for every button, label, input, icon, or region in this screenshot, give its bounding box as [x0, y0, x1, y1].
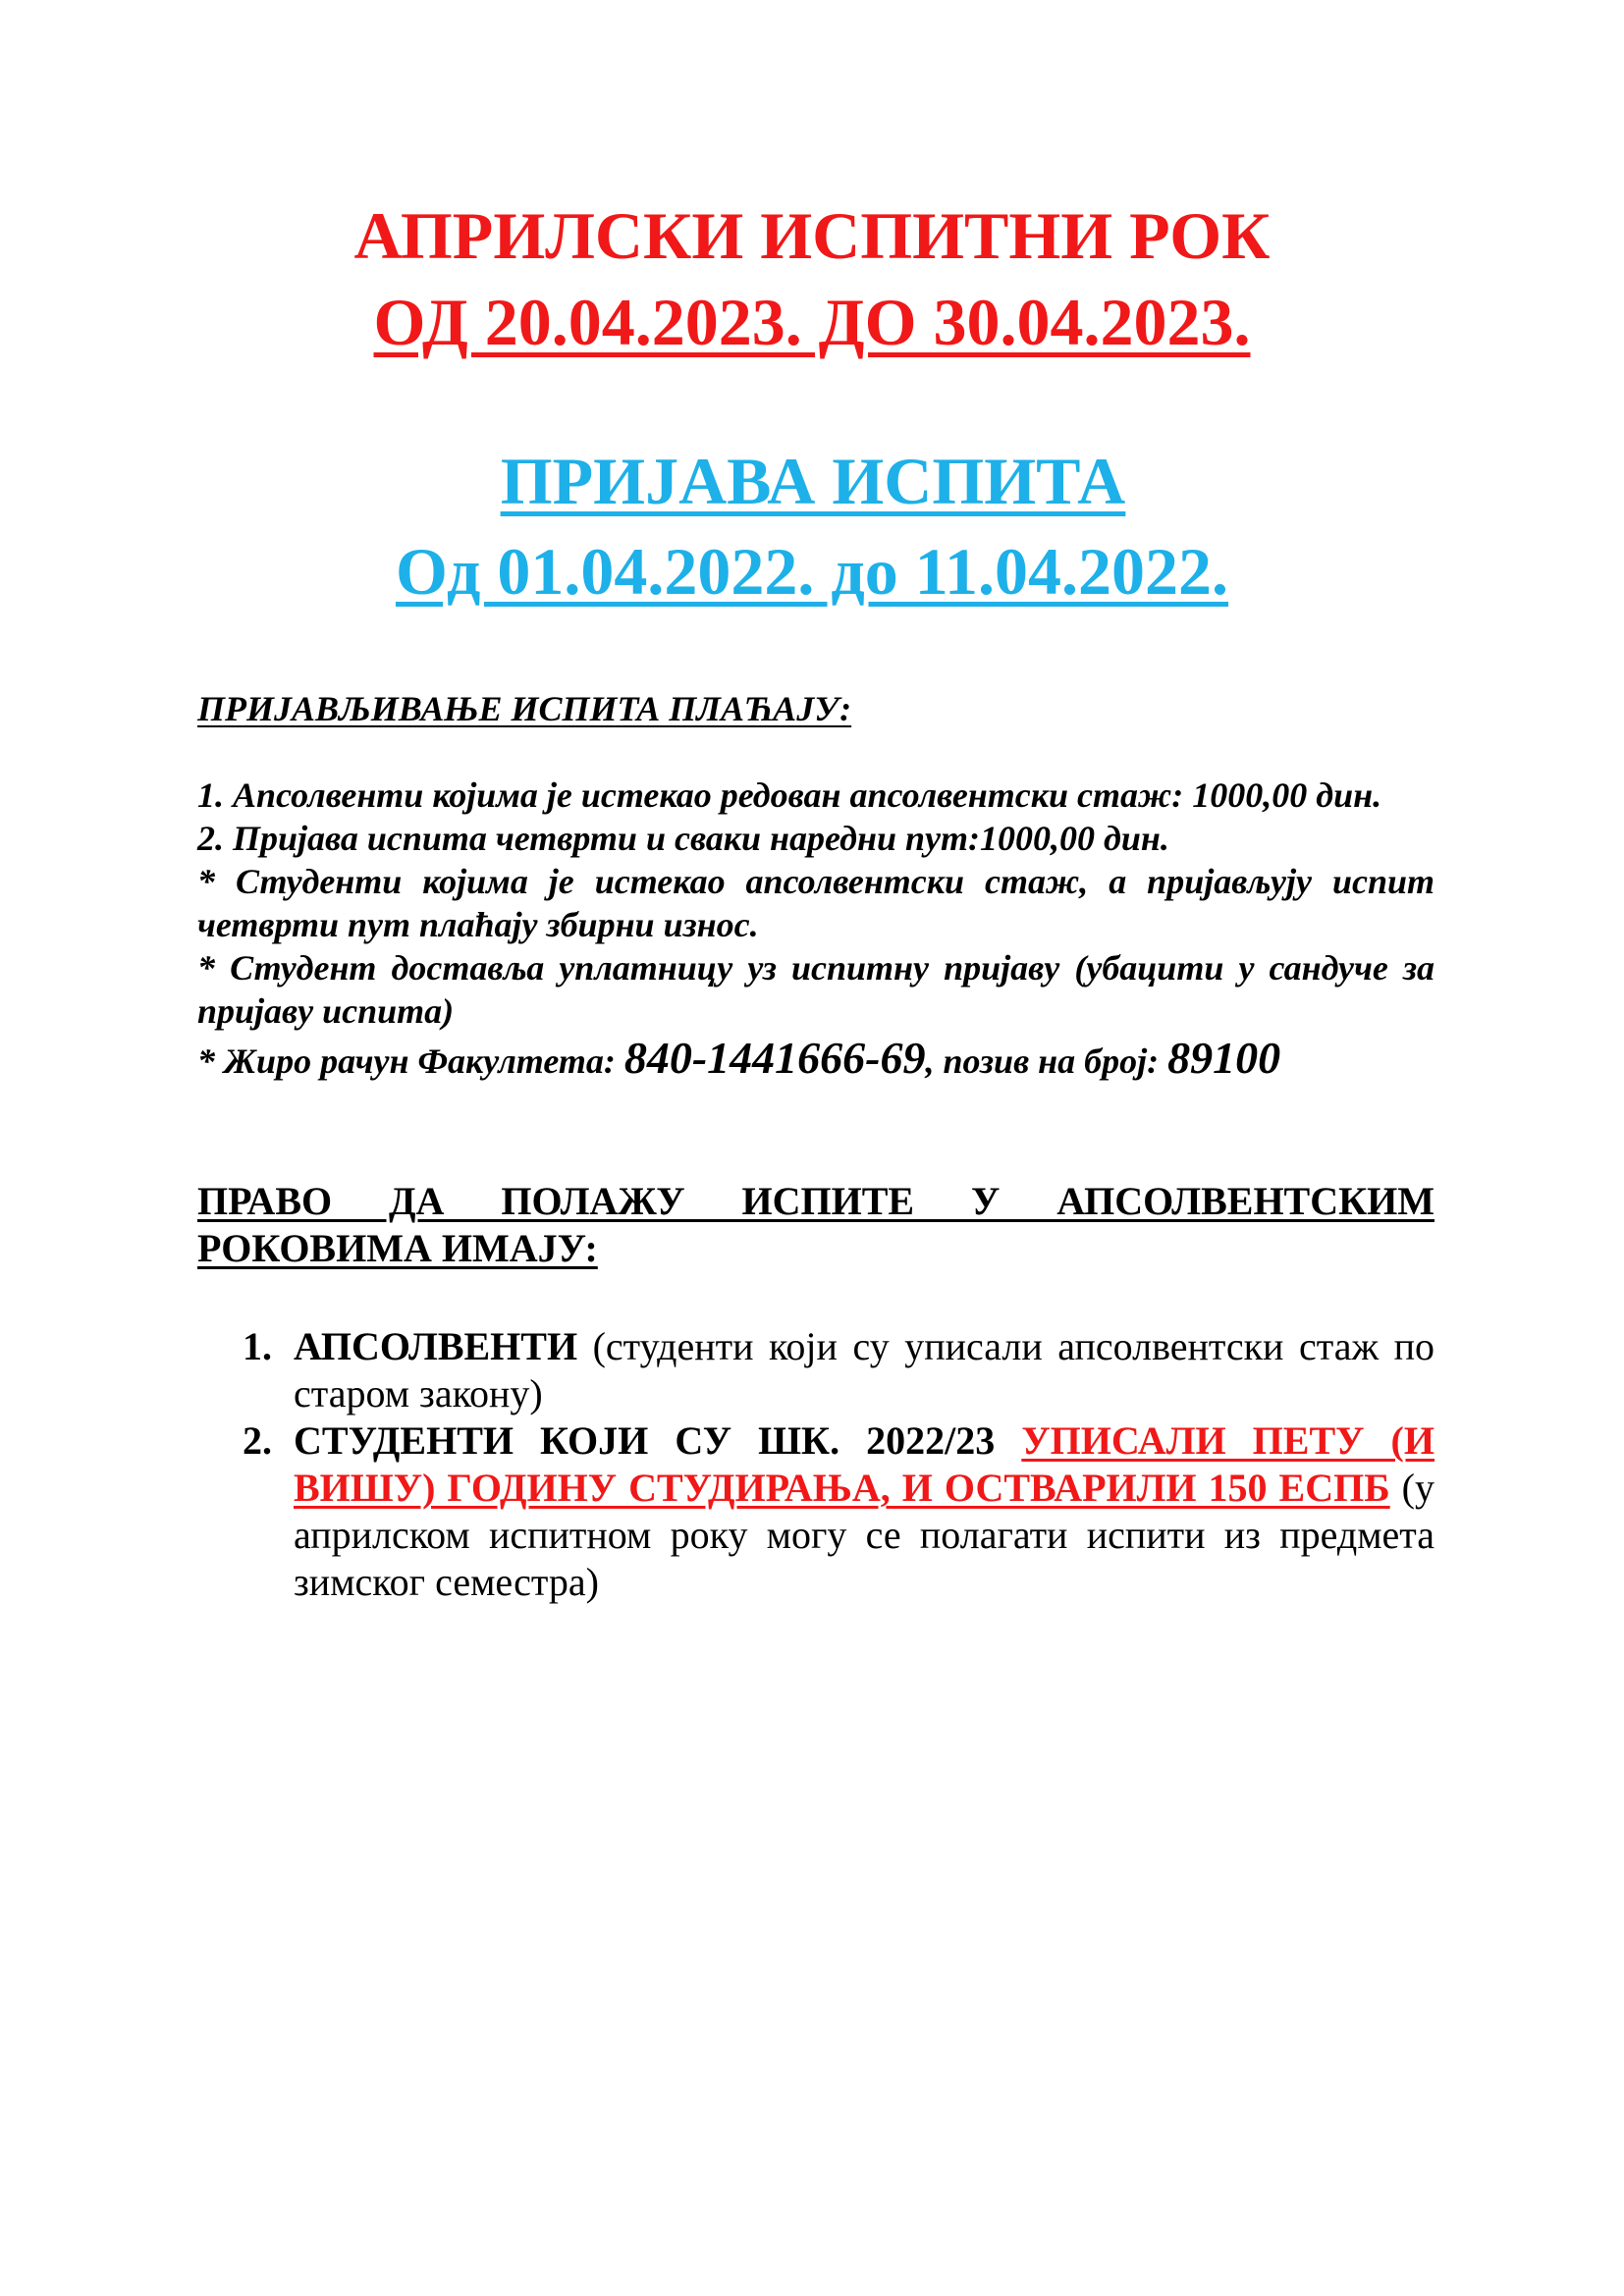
- rights-list-item: [243, 1417, 1435, 1606]
- rights-heading: ПРАВО ДА ПОЛАЖУ ИСПИТЕ У АПСОЛВЕНТСКИМ РОКОВИМА ИМАЈУ:: [197, 1179, 1435, 1270]
- rights-list: [197, 1323, 1435, 1606]
- exam-period-title: АПРИЛСКИ ИСПИТНИ РОК: [353, 198, 1271, 273]
- fee-note-payment-slip: * Студент доставља уплатницу уз испитну пријаву (убацити у сандуче за пријаву испита): [197, 948, 1435, 1031]
- exam-period-dates: ОД 20.04.2023. ДО 30.04.2023.: [373, 285, 1251, 359]
- list-item-bold-text: АПСОЛВЕНТИ: [294, 1324, 578, 1368]
- list-item-highlight-text: УПИСАЛИ ПЕТУ (И ВИШУ) ГОДИНУ СТУДИРАЊА, И ОСТВАРИЛИ 150 ЕСПБ: [294, 1418, 1435, 1510]
- rights-section: [197, 1178, 1435, 1606]
- account-row: [197, 1033, 1435, 1083]
- registration-title: ПРИЈАВА ИСПИТА: [500, 444, 1126, 518]
- list-item-number: 2.: [243, 1418, 272, 1463]
- list-item-number: 1.: [243, 1324, 272, 1368]
- list-item-text: (у априлском испитном року могу се полагати испити из предмета зимског семестра): [294, 1466, 1435, 1604]
- fees-heading: ПРИЈАВЉИВАЊЕ ИСПИТА ПЛАЋАЈУ:: [197, 689, 852, 728]
- registration-title-block: [0, 436, 1624, 616]
- fee-item-fourth-registration: 2. Пријава испита четврти и сваки наредни пут:1000,00 дин.: [197, 819, 1169, 858]
- reference-label: , позив на број:: [925, 1041, 1168, 1081]
- fee-note-combined-amount: * Студенти којима је истекао апсолвентски стаж, а пријављују испит четврти пут плаћају збирни износ.: [197, 862, 1435, 944]
- reference-number: 89100: [1167, 1033, 1281, 1083]
- list-item-bold-text: СТУДЕНТИ КОЈИ СУ ШК. 2022/23: [294, 1418, 1022, 1463]
- registration-dates: Од 01.04.2022. до 11.04.2022.: [395, 534, 1229, 609]
- fees-section: [197, 687, 1435, 1083]
- exam-period-title-block: [0, 192, 1624, 365]
- fee-item-graduates: 1. Апсолвенти којима је истекао редован апсолвентски стаж: 1000,00 дин.: [197, 775, 1382, 815]
- rights-list-item: [243, 1323, 1435, 1417]
- account-label: * Жиро рачун Факултета:: [197, 1041, 624, 1081]
- account-number: 840-1441666-69: [623, 1033, 926, 1083]
- list-item-text: (студенти који су уписали апсолвентски стаж по старом закону): [294, 1324, 1435, 1415]
